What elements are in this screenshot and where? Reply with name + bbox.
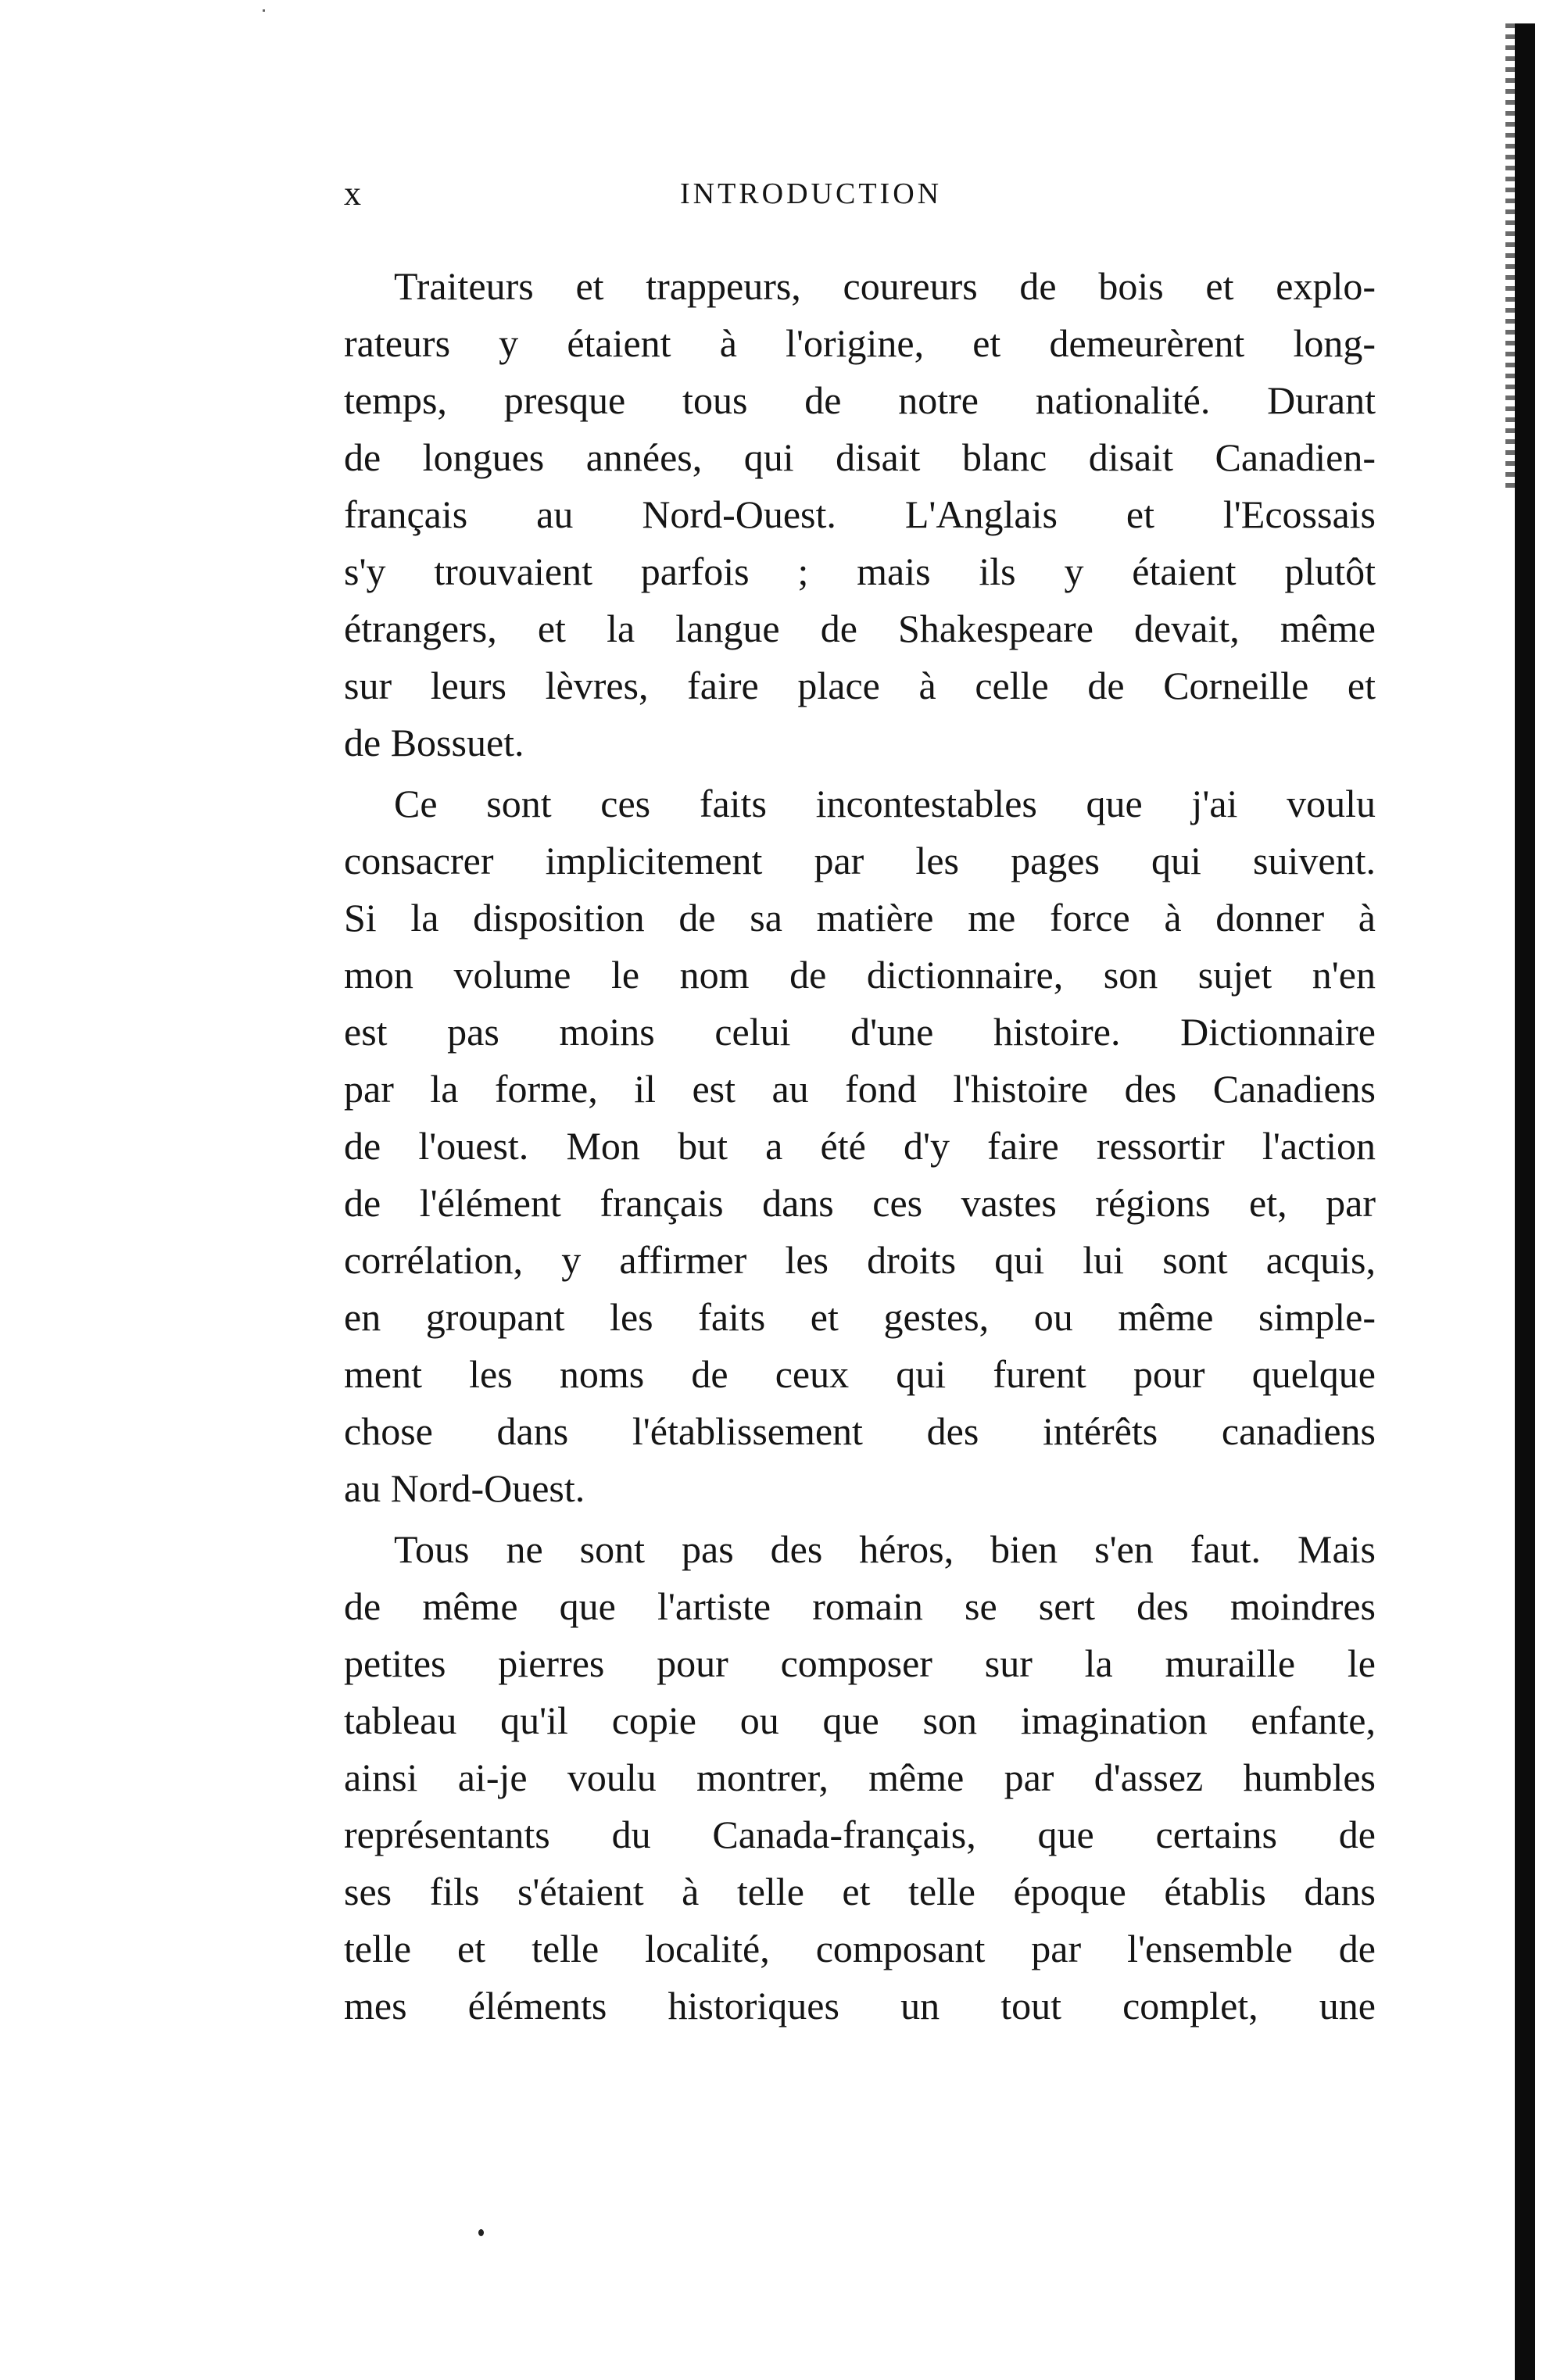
text-line: en groupant les faits et gestes, ou même simple- (344, 1295, 1376, 1339)
text-line: de l'ouest. Mon but a été d'y faire ressortir l'action (344, 1124, 1376, 1168)
text-line: s'y trouvaient parfois ; mais ils y étaient plutôt (344, 549, 1376, 593)
text-line: représentants du Canada-français, que certains de (344, 1813, 1376, 1856)
text-line: consacrer implicitement par les pages qui suivent. (344, 839, 1376, 882)
paragraph-1 (344, 258, 1376, 771)
body-text (344, 258, 1376, 2035)
text-line: telle et telle localité, composant par l'ensemble de (344, 1927, 1376, 1970)
running-title: INTRODUCTION (680, 177, 943, 210)
text-line: ses fils s'étaient à telle et telle époque établis dans (344, 1870, 1376, 1913)
text-line: de l'élément français dans ces vastes régions et, par (344, 1181, 1376, 1225)
text-line: chose dans l'établissement des intérêts canadiens (344, 1409, 1376, 1453)
text-line: petites pierres pour composer sur la muraille le (344, 1641, 1376, 1685)
text-line: sur leurs lèvres, faire place à celle de Corneille et (344, 664, 1376, 707)
text-line: tableau qu'il copie ou que son imagination enfante, (344, 1698, 1376, 1742)
text-line: mes éléments historiques un tout complet, une (344, 1984, 1376, 2027)
text-line: étrangers, et la langue de Shakespeare devait, même (344, 607, 1376, 650)
text-line: mon volume le nom de dictionnaire, son sujet n'en (344, 953, 1376, 997)
text-line: de Bossuet. (344, 721, 524, 764)
text-line: rateurs y étaient à l'origine, et demeurèrent long- (344, 321, 1376, 365)
text-line: Si la disposition de sa matière me force à donner à (344, 896, 1376, 939)
text-line: par la forme, il est au fond l'histoire des Canadiens (344, 1067, 1376, 1111)
scan-speck (263, 9, 265, 12)
text-line: Tous ne sont pas des héros, bien s'en faut. Mais (394, 1527, 1376, 1571)
text-line: ment les noms de ceux qui furent pour quelque (344, 1352, 1376, 1396)
page-number: x (344, 174, 362, 213)
text-line: corrélation, y affirmer les droits qui lui sont acquis, (344, 1238, 1376, 1282)
text-line: français au Nord-Ouest. L'Anglais et l'Ecossais (344, 492, 1376, 536)
text-line: ainsi ai-je voulu montrer, même par d'assez humbles (344, 1755, 1376, 1799)
paragraph-2 (344, 775, 1376, 1517)
running-head (344, 174, 1376, 220)
paragraph-3 (344, 1521, 1376, 2035)
text-line: temps, presque tous de notre nationalité. Durant (344, 378, 1376, 422)
text-line: au Nord-Ouest. (344, 1466, 585, 1510)
ink-speck (478, 2229, 484, 2236)
text-line: Traiteurs et trappeurs, coureurs de bois et explo- (394, 264, 1376, 308)
text-line: de longues années, qui disait blanc disait Canadien- (344, 435, 1376, 479)
book-spine-shadow (1515, 23, 1535, 2380)
text-line: Ce sont ces faits incontestables que j'ai voulu (394, 782, 1376, 825)
text-line: de même que l'artiste romain se sert des moindres (344, 1584, 1376, 1628)
text-line: est pas moins celui d'une histoire. Dictionnaire (344, 1010, 1376, 1054)
